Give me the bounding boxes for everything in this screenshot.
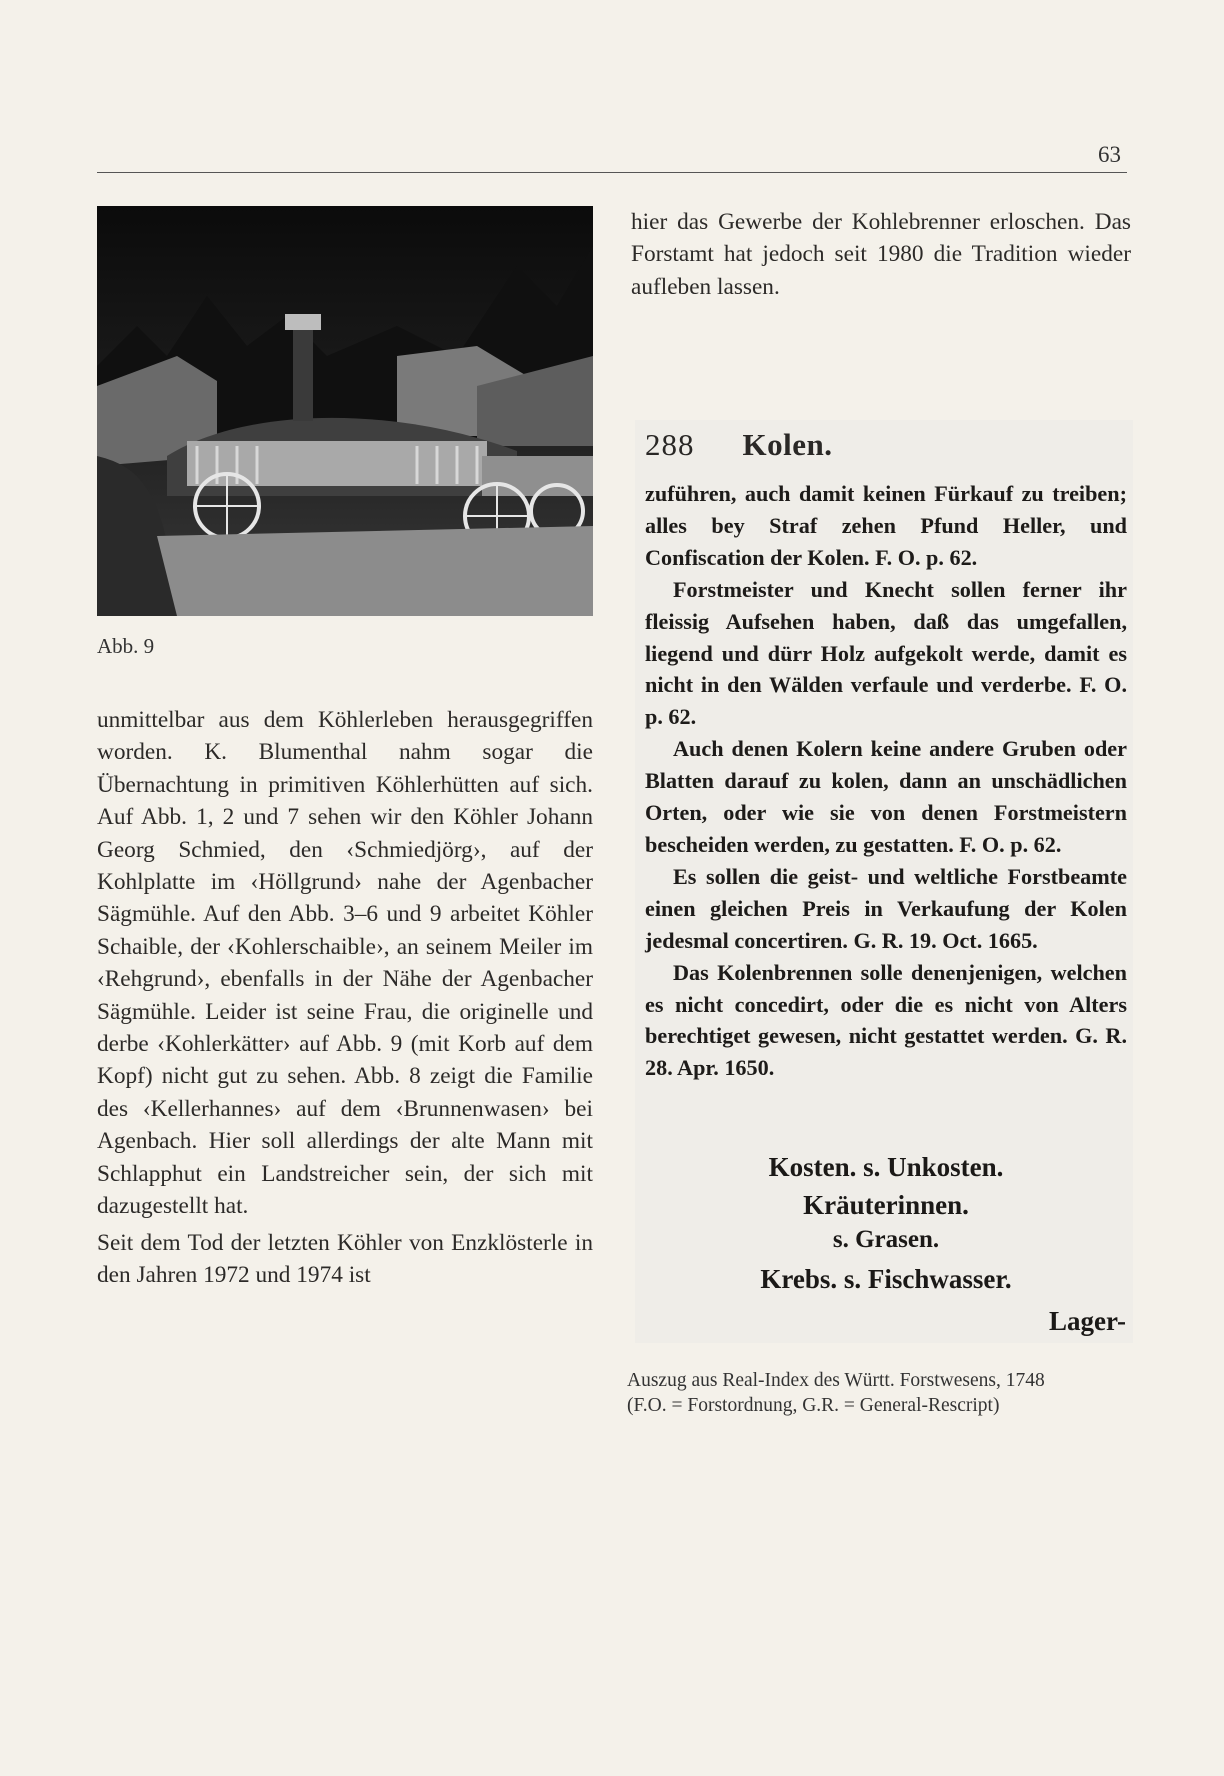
caption-line: Auszug aus Real-Index des Württ. Forstwesens, 1748 bbox=[627, 1370, 1045, 1391]
excerpt-title: Kolen. bbox=[742, 427, 833, 462]
header-rule bbox=[97, 172, 1127, 173]
excerpt-reference: Kosten. s. Unkosten. bbox=[768, 1152, 1004, 1182]
excerpt-catchword: Lager- bbox=[1049, 1306, 1126, 1336]
figure-photo bbox=[97, 206, 593, 616]
excerpt-paragraph: Das Kolenbrennen solle denenjenigen, welchen es nicht concedirt, oder die es nicht von Alters berechtiget gewesen, nicht gestattet werden. G. R. 28. Apr. 1650. bbox=[645, 959, 1127, 1081]
page-number: 63 bbox=[1098, 142, 1121, 167]
excerpt-page-number: 288 bbox=[645, 427, 695, 462]
excerpt-paragraph: Es sollen die geist- und weltliche Forstbeamte einen gleichen Preis in Verkaufung der Kolen jedesmal concertiren. G. R. 19. Oct. 1665. bbox=[645, 863, 1127, 953]
excerpt-body bbox=[645, 478, 1127, 1084]
excerpt-reference: Kräuterinnen. bbox=[803, 1190, 969, 1220]
excerpt-caption bbox=[627, 1368, 1147, 1418]
excerpt-paragraph: Forstmeister und Knecht sollen ferner ihr fleissig Aufsehen haben, daß das umgefallen, liegend und dürr Holz aufgekolt werde, damit es nicht in den Wälden verfaule und verderbe. F. O. p. 62. bbox=[645, 576, 1127, 730]
caption-line: (F.O. = Forstordnung, G.R. = General-Rescript) bbox=[627, 1395, 1000, 1416]
body-paragraph: Seit dem Tod der letzten Köhler von Enzklösterle in den Jahren 1972 und 1974 ist bbox=[97, 1229, 593, 1288]
figure-label: Abb. 9 bbox=[97, 634, 155, 658]
excerpt-paragraph: zuführen, auch damit keinen Fürkauf zu treiben; alles bey Straf zehen Pfund Heller, und Confiscation der Kolen. F. O. p. 62. bbox=[645, 481, 1127, 570]
charcoal-burner-photo bbox=[97, 206, 593, 616]
excerpt-reference: s. Grasen. bbox=[832, 1226, 940, 1253]
left-column-text bbox=[97, 704, 593, 1291]
excerpt-reference: Krebs. s. Fischwasser. bbox=[760, 1264, 1012, 1294]
excerpt-paragraph: Auch denen Kolern keine andere Gruben oder Blatten darauf zu kolen, dann an unschädlichen Orten, oder wie sie von denen Forstmeistern bescheiden werden, zu gestatten. F. O. p. 62. bbox=[645, 736, 1127, 857]
body-paragraph: unmittelbar aus dem Köhlerleben herausgegriffen worden. K. Blumenthal nahm sogar die Übernachtung in primitiven Köhlerhütten auf sich. Auf Abb. 1, 2 und 7 sehen wir den Köhler Johann Georg Schmied, den ‹Schmiedjörg›, auf der Kohlplatte im ‹Höllgrund› nahe der Agenbacher Sägmühle. Auf den Abb. 3–6 und 9 arbeitet Köhler Schaible, der ‹Kohlerschaible›, an seinem Meiler im ‹Rehgrund›, ebenfalls in der Nähe der Agenbacher Sägmühle. Leider ist seine Frau, die originelle und derbe ‹Kohlerkätter› auf Abb. 9 (mit Korb auf dem Kopf) nicht gut zu sehen. Abb. 8 zeigt die Familie des ‹Kellerhannes› auf dem ‹Brunnenwasen› bei Agenbach. Hier soll allerdings der alte Mann mit Schlapphut ein Landstreicher sein, der sich mit dazugestellt hat. bbox=[97, 707, 593, 1220]
right-column-intro: hier das Gewerbe der Kohlebrenner erloschen. Das Forstamt hat jedoch seit 1980 die Tradition wieder aufleben lassen. bbox=[631, 209, 1131, 300]
excerpt-heading bbox=[645, 427, 1125, 463]
